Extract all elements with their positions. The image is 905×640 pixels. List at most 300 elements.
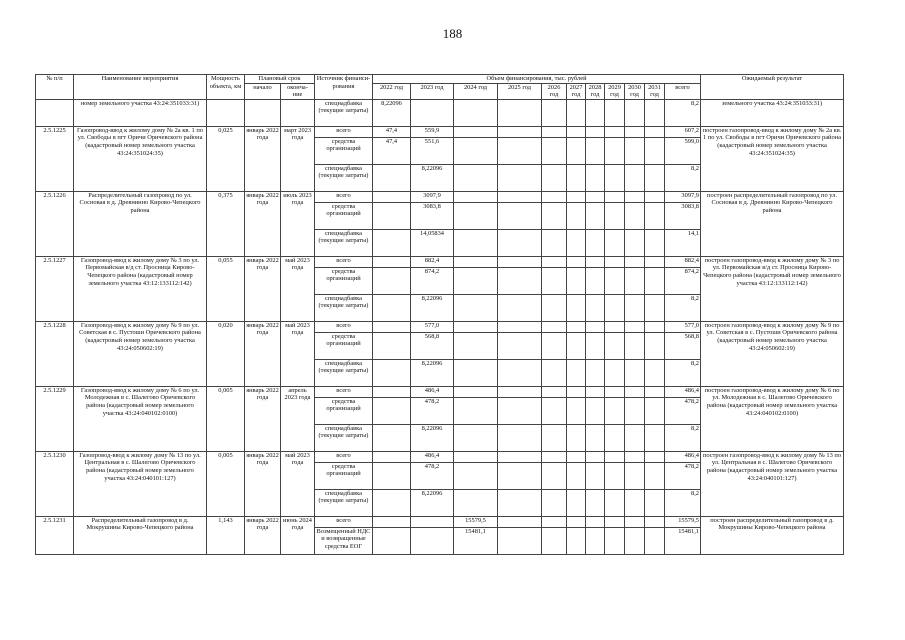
- year-value: 3083,8: [411, 202, 454, 229]
- year-value: [498, 164, 542, 191]
- header-year-8: 2030 год: [625, 83, 645, 99]
- year-value: [645, 126, 665, 137]
- year-value: [645, 99, 665, 126]
- project-capacity: 0,020: [207, 321, 245, 386]
- year-value: [542, 462, 567, 489]
- project-end: май 2023 года: [281, 451, 315, 516]
- year-value: [454, 164, 498, 191]
- funding-source: спецнадбавка (текущие затраты): [315, 424, 373, 451]
- year-value: [498, 229, 542, 256]
- project-name: Газопровод-ввод к жилому дому № 3 по ул. Первомайская в/д ст. Просница Кирово-Чепецкого района (кадастровый номер земельного участка 43:12:133112:142): [74, 256, 207, 321]
- year-value: [454, 267, 498, 294]
- year-value: [542, 489, 567, 516]
- total-value: 8,2: [665, 489, 701, 516]
- year-value: [454, 191, 498, 202]
- year-value: [454, 359, 498, 386]
- funding-source: спецнадбавка (текущие затраты): [315, 229, 373, 256]
- total-value: 3083,8: [665, 202, 701, 229]
- funding-source: средства организаций: [315, 267, 373, 294]
- year-value: [567, 267, 586, 294]
- year-value: [586, 489, 605, 516]
- year-value: 486,4: [411, 386, 454, 397]
- expected-result: построен газопровод-ввод к жилому дому № 2а кв. 1 по ул. Свободы в пгт Оричи Оричевского района (кадастровый номер земельного участка 43:24:351024:35): [701, 126, 844, 191]
- table-row: [36, 256, 844, 267]
- year-value: [373, 294, 411, 321]
- year-value: [498, 527, 542, 554]
- year-value: [373, 321, 411, 332]
- year-value: [373, 424, 411, 451]
- year-value: [605, 424, 625, 451]
- year-value: 8,22096: [373, 99, 411, 126]
- year-value: [586, 256, 605, 267]
- total-value: 486,4: [665, 386, 701, 397]
- year-value: [645, 256, 665, 267]
- year-value: [586, 321, 605, 332]
- year-value: [567, 202, 586, 229]
- funding-source: средства организаций: [315, 202, 373, 229]
- project-name: номер земельного участка 43:24:351033:31): [74, 99, 207, 126]
- year-value: [542, 527, 567, 554]
- year-value: [625, 267, 645, 294]
- project-start: январь 2022 года: [245, 256, 281, 321]
- year-value: [567, 321, 586, 332]
- table-row: [36, 99, 844, 126]
- year-value: [373, 229, 411, 256]
- year-value: [373, 359, 411, 386]
- year-value: 874,2: [411, 267, 454, 294]
- year-value: [567, 489, 586, 516]
- year-value: [625, 164, 645, 191]
- financing-table: [35, 74, 844, 555]
- total-value: 14,1: [665, 229, 701, 256]
- funding-source: всего: [315, 191, 373, 202]
- year-value: [625, 256, 645, 267]
- total-value: 577,0: [665, 321, 701, 332]
- project-number: 2.5.1230: [36, 451, 74, 516]
- year-value: [567, 294, 586, 321]
- year-value: [625, 321, 645, 332]
- project-start: январь 2022 года: [245, 451, 281, 516]
- total-value: 607,2: [665, 126, 701, 137]
- header-result: Ожидаемый результат: [701, 75, 844, 100]
- funding-source: средства организаций: [315, 137, 373, 164]
- project-number: 2.5.1225: [36, 126, 74, 191]
- year-value: 8,22096: [411, 489, 454, 516]
- year-value: [586, 462, 605, 489]
- project-start: январь 2022 года: [245, 516, 281, 554]
- table-body: [36, 99, 844, 554]
- year-value: [567, 397, 586, 424]
- year-value: 559,9: [411, 126, 454, 137]
- year-value: [645, 462, 665, 489]
- year-value: [625, 294, 645, 321]
- year-value: [625, 359, 645, 386]
- funding-source: спецнадбавка (текущие затраты): [315, 489, 373, 516]
- year-value: [645, 424, 665, 451]
- header-year-5: 2027 год: [567, 83, 586, 99]
- year-value: [625, 191, 645, 202]
- year-value: [567, 99, 586, 126]
- year-value: [373, 164, 411, 191]
- year-value: [567, 191, 586, 202]
- year-value: [586, 332, 605, 359]
- expected-result: построен газопровод-ввод к жилому дому № 6 по ул. Молодежная в с. Шалегово Оричевского района (кадастровый номер земельного участка 43:24:040102:0100): [701, 386, 844, 451]
- total-value: 15481,1: [665, 527, 701, 554]
- year-value: [645, 191, 665, 202]
- project-number: 2.5.1228: [36, 321, 74, 386]
- year-value: [411, 516, 454, 527]
- year-value: [645, 386, 665, 397]
- header-name: Наименование мероприятия: [74, 75, 207, 100]
- year-value: [645, 294, 665, 321]
- year-value: [645, 332, 665, 359]
- year-value: [567, 516, 586, 527]
- year-value: [454, 126, 498, 137]
- year-value: 478,2: [411, 462, 454, 489]
- year-value: [586, 99, 605, 126]
- header-num: № п/п: [36, 75, 74, 100]
- year-value: [567, 451, 586, 462]
- funding-source: средства организаций: [315, 397, 373, 424]
- project-name: Газопровод-ввод к жилому дому № 2а кв. 1 по ул. Свободы в пгт Оричи Оричевского района (кадастровый номер земельного участка 43:24:351024:35): [74, 126, 207, 191]
- year-value: [645, 516, 665, 527]
- table-row: [36, 386, 844, 397]
- funding-source: Возмещенный НДС и возвращенные средства ЕОГ: [315, 527, 373, 554]
- year-value: [625, 126, 645, 137]
- year-value: [411, 99, 454, 126]
- year-value: [645, 267, 665, 294]
- funding-source: спецнадбавка (текущие затраты): [315, 164, 373, 191]
- header-year-3: 2025 год: [498, 83, 542, 99]
- year-value: [542, 294, 567, 321]
- funding-source: всего: [315, 256, 373, 267]
- year-value: [542, 126, 567, 137]
- header-year-6: 2028 год: [586, 83, 605, 99]
- year-value: [567, 137, 586, 164]
- year-value: [586, 267, 605, 294]
- year-value: 47,4: [373, 126, 411, 137]
- year-value: [542, 397, 567, 424]
- year-value: 15481,1: [454, 527, 498, 554]
- year-value: [645, 321, 665, 332]
- funding-source: всего: [315, 451, 373, 462]
- funding-source: спецнадбавка (текущие затраты): [315, 99, 373, 126]
- year-value: [454, 99, 498, 126]
- year-value: [605, 516, 625, 527]
- table-row: [36, 516, 844, 527]
- year-value: 3097,9: [411, 191, 454, 202]
- year-value: [542, 516, 567, 527]
- year-value: [625, 397, 645, 424]
- project-end: июнь 2024 года: [281, 516, 315, 554]
- year-value: [605, 294, 625, 321]
- funding-source: всего: [315, 386, 373, 397]
- year-value: [373, 527, 411, 554]
- year-value: [542, 424, 567, 451]
- year-value: [586, 202, 605, 229]
- year-value: [567, 527, 586, 554]
- year-value: [498, 99, 542, 126]
- project-name: Газопровод-ввод к жилому дому № 13 по ул. Центральная в с. Шалегово Оричевского района (кадастровый номер земельного участка 43:24:040101:127): [74, 451, 207, 516]
- total-value: 874,2: [665, 267, 701, 294]
- year-value: [567, 164, 586, 191]
- header-start: начало: [245, 83, 281, 99]
- year-value: [498, 137, 542, 164]
- year-value: [605, 267, 625, 294]
- year-value: [625, 527, 645, 554]
- year-value: [586, 191, 605, 202]
- year-value: [586, 294, 605, 321]
- funding-source: средства организаций: [315, 462, 373, 489]
- year-value: [373, 451, 411, 462]
- project-start: [245, 99, 281, 126]
- year-value: [498, 321, 542, 332]
- year-value: [586, 229, 605, 256]
- year-value: [645, 489, 665, 516]
- project-name: Газопровод-ввод к жилому дому № 9 по ул. Советская в с. Пустоши Оричевского района (кадастровый номер земельного участка 43:24:050602:19): [74, 321, 207, 386]
- table-row: [36, 191, 844, 202]
- year-value: [454, 451, 498, 462]
- funding-source: спецнадбавка (текущие затраты): [315, 294, 373, 321]
- year-value: [605, 126, 625, 137]
- project-end: май 2023 года: [281, 256, 315, 321]
- total-value: 478,2: [665, 462, 701, 489]
- year-value: [542, 321, 567, 332]
- project-number: 2.5.1231: [36, 516, 74, 554]
- year-value: [625, 137, 645, 164]
- project-capacity: 1,143: [207, 516, 245, 554]
- year-value: [373, 256, 411, 267]
- year-value: [542, 99, 567, 126]
- year-value: 551,6: [411, 137, 454, 164]
- header-capacity: Мощность объекта, км: [207, 75, 245, 100]
- year-value: 8,22096: [411, 164, 454, 191]
- project-start: январь 2022 года: [245, 126, 281, 191]
- year-value: [498, 191, 542, 202]
- year-value: [498, 451, 542, 462]
- header-year-10: всего: [665, 83, 701, 99]
- year-value: [645, 397, 665, 424]
- project-end: июль 2023 года: [281, 191, 315, 256]
- year-value: [586, 424, 605, 451]
- year-value: [625, 332, 645, 359]
- total-value: 8,2: [665, 424, 701, 451]
- project-capacity: 0,055: [207, 256, 245, 321]
- year-value: [373, 191, 411, 202]
- year-value: [586, 386, 605, 397]
- year-value: [454, 462, 498, 489]
- project-end: март 2023 года: [281, 126, 315, 191]
- year-value: [625, 451, 645, 462]
- year-value: 15579,5: [454, 516, 498, 527]
- header-year-9: 2031 год: [645, 83, 665, 99]
- year-value: [567, 359, 586, 386]
- header-year-1: 2023 год: [411, 83, 454, 99]
- year-value: [586, 164, 605, 191]
- year-value: [586, 451, 605, 462]
- year-value: [542, 191, 567, 202]
- header-year-7: 2029 год: [605, 83, 625, 99]
- project-capacity: 0,005: [207, 451, 245, 516]
- year-value: [542, 164, 567, 191]
- year-value: [498, 126, 542, 137]
- year-value: [373, 202, 411, 229]
- year-value: [645, 359, 665, 386]
- header-volume: Объем финансирования, тыс. рублей: [373, 75, 701, 84]
- year-value: [373, 462, 411, 489]
- year-value: [498, 202, 542, 229]
- year-value: [605, 451, 625, 462]
- year-value: [373, 267, 411, 294]
- expected-result: земельного участка 43:24:351033:31): [701, 99, 844, 126]
- year-value: [542, 386, 567, 397]
- total-value: 8,2: [665, 294, 701, 321]
- year-value: [567, 386, 586, 397]
- year-value: [454, 294, 498, 321]
- year-value: [605, 191, 625, 202]
- total-value: 8,2: [665, 359, 701, 386]
- year-value: [605, 462, 625, 489]
- year-value: [373, 489, 411, 516]
- year-value: [586, 126, 605, 137]
- year-value: 577,0: [411, 321, 454, 332]
- year-value: [586, 397, 605, 424]
- total-value: 478,2: [665, 397, 701, 424]
- year-value: [605, 527, 625, 554]
- total-value: 882,4: [665, 256, 701, 267]
- total-value: 15579,5: [665, 516, 701, 527]
- year-value: [605, 202, 625, 229]
- year-value: [645, 164, 665, 191]
- project-name: Распределительный газопровод по ул. Сосновая в д. Древнинно Кирово-Чепецкого района: [74, 191, 207, 256]
- year-value: [454, 229, 498, 256]
- project-start: январь 2022 года: [245, 321, 281, 386]
- year-value: [373, 386, 411, 397]
- year-value: [605, 321, 625, 332]
- year-value: [454, 386, 498, 397]
- project-number: [36, 99, 74, 126]
- year-value: [645, 137, 665, 164]
- year-value: 47,4: [373, 137, 411, 164]
- total-value: 8,2: [665, 164, 701, 191]
- header-period: Плановый срок: [245, 75, 315, 84]
- year-value: [498, 462, 542, 489]
- year-value: [498, 489, 542, 516]
- year-value: [567, 229, 586, 256]
- year-value: [542, 202, 567, 229]
- year-value: [586, 516, 605, 527]
- header-year-4: 2026 год: [542, 83, 567, 99]
- header-year-0: 2022 год: [373, 83, 411, 99]
- funding-source: всего: [315, 126, 373, 137]
- year-value: 882,4: [411, 256, 454, 267]
- year-value: [586, 527, 605, 554]
- project-end: [281, 99, 315, 126]
- year-value: 8,22096: [411, 359, 454, 386]
- table-row: [36, 451, 844, 462]
- year-value: [373, 397, 411, 424]
- year-value: [542, 229, 567, 256]
- project-number: 2.5.1229: [36, 386, 74, 451]
- page-number: 188: [442, 26, 463, 41]
- total-value: 3097,9: [665, 191, 701, 202]
- year-value: [605, 164, 625, 191]
- project-capacity: [207, 99, 245, 126]
- year-value: [586, 137, 605, 164]
- year-value: [454, 397, 498, 424]
- expected-result: построен распределительный газопровод по ул. Сосновая в д. Древнинно Кирово-Чепецкого района: [701, 191, 844, 256]
- project-start: январь 2022 года: [245, 191, 281, 256]
- year-value: [625, 489, 645, 516]
- year-value: 8,22096: [411, 294, 454, 321]
- year-value: [498, 332, 542, 359]
- year-value: [625, 516, 645, 527]
- year-value: [498, 267, 542, 294]
- year-value: [542, 256, 567, 267]
- year-value: [498, 424, 542, 451]
- year-value: [625, 386, 645, 397]
- year-value: [645, 229, 665, 256]
- year-value: [605, 99, 625, 126]
- header-year-2: 2024 год: [454, 83, 498, 99]
- year-value: [625, 229, 645, 256]
- year-value: [586, 359, 605, 386]
- total-value: 599,0: [665, 137, 701, 164]
- total-value: 8,2: [665, 99, 701, 126]
- funding-source: всего: [315, 321, 373, 332]
- year-value: [605, 256, 625, 267]
- year-value: 14,05834: [411, 229, 454, 256]
- year-value: [567, 332, 586, 359]
- year-value: [567, 126, 586, 137]
- year-value: [454, 256, 498, 267]
- year-value: [454, 321, 498, 332]
- year-value: 568,8: [411, 332, 454, 359]
- project-capacity: 0,005: [207, 386, 245, 451]
- year-value: [542, 359, 567, 386]
- year-value: 478,2: [411, 397, 454, 424]
- year-value: [605, 359, 625, 386]
- year-value: [498, 386, 542, 397]
- project-start: январь 2022 года: [245, 386, 281, 451]
- year-value: [373, 332, 411, 359]
- year-value: [605, 137, 625, 164]
- funding-source: спецнадбавка (текущие затраты): [315, 359, 373, 386]
- table-row: [36, 126, 844, 137]
- year-value: [454, 137, 498, 164]
- year-value: [567, 462, 586, 489]
- year-value: [605, 489, 625, 516]
- year-value: [645, 202, 665, 229]
- table-row: [36, 321, 844, 332]
- year-value: [454, 202, 498, 229]
- funding-source: всего: [315, 516, 373, 527]
- project-end: май 2023 года: [281, 321, 315, 386]
- header-source: Источник финанси- рования: [315, 75, 373, 100]
- expected-result: построен распределительный газопровод в д. Мокрушины Кирово-Чепецкого района: [701, 516, 844, 554]
- year-value: [645, 451, 665, 462]
- year-value: [498, 359, 542, 386]
- project-capacity: 0,025: [207, 126, 245, 191]
- year-value: [498, 256, 542, 267]
- year-value: [542, 137, 567, 164]
- year-value: [498, 294, 542, 321]
- year-value: [498, 397, 542, 424]
- project-name: Газопровод-ввод к жилому дому № 6 по ул. Молодежная в с. Шалегово Оричевского района (кадастровый номер земельного участка 43:24:040102:0100): [74, 386, 207, 451]
- project-number: 2.5.1227: [36, 256, 74, 321]
- year-value: [542, 267, 567, 294]
- total-value: 568,8: [665, 332, 701, 359]
